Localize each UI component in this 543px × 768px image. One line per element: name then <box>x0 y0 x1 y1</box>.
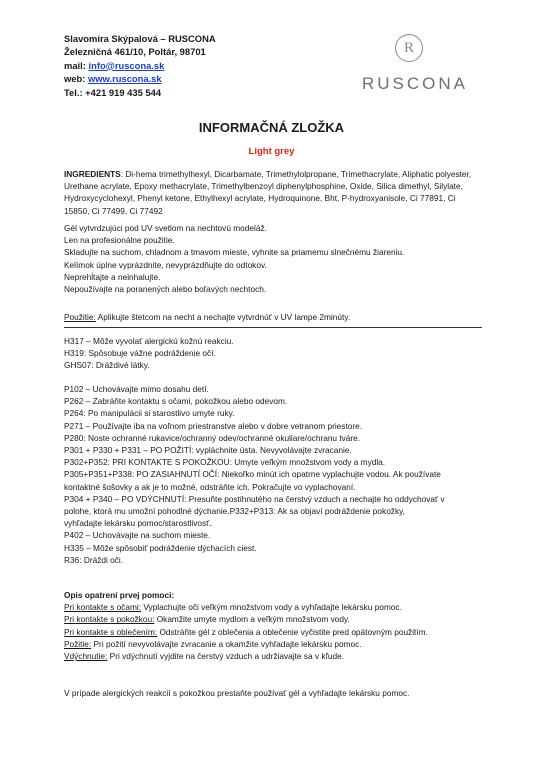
hazard-item: H317 – Môže vyvolať alergickú kožnú reakciu. <box>64 336 234 346</box>
hazard-statements <box>64 335 482 372</box>
ruscona-logo <box>362 30 469 100</box>
logo-monogram: R <box>403 40 414 56</box>
first-aid-label: Pri kontakte s pokožkou: <box>64 614 155 625</box>
application-label: Použitie: <box>64 312 96 322</box>
precaution-item: P302+P352: PRI KONTAKTE S POKOŽKOU: Umyte veľkým množstvom vody a mydla. <box>64 457 386 468</box>
web-label: web: <box>64 73 88 85</box>
precaution-item: polohe, ktorá mu umožní pohodlné dýchanie.P332+P313: Ak sa objaví podráždenie pokožky, <box>64 506 405 517</box>
usage-note: Nepoužívajte na poranených alebo boľavých nechtoch. <box>64 284 267 295</box>
precaution-item: P280: Noste ochranné rukavice/ochranný odev/ochranné okuliare/ochranu tváre. <box>64 432 361 443</box>
precaution-item: kontaktné šošovky a ak je to možné, odstráňte ich. Pokračujte vo vyplachovaní. <box>64 481 356 492</box>
logo-wordmark: RUSCONA <box>362 74 469 93</box>
precautionary-statements <box>64 383 482 566</box>
usage-note: Gél vytvrdzujúci pod UV svetlom na nechtovú modeláž. <box>64 223 267 233</box>
first-aid-text: Odstráňte gél z oblečenia a oblečenie vyčistite pred opätovným použitím. <box>157 626 428 637</box>
first-aid-item <box>64 638 482 650</box>
first-aid-text: Vyplachujte oči veľkým množstvom vody a vyhľadajte lekársku pomoc. <box>141 602 402 613</box>
product-shade: Light grey <box>248 146 295 157</box>
first-aid-label: Pri kontakte s oblečením: <box>64 626 158 637</box>
hazard-item: H319: Spôsobuje vážne podráždenie očí. <box>64 348 216 359</box>
first-aid-text: Okamžite umyte mydlom a veľkým množstvom vody. <box>154 614 350 625</box>
first-aid-item <box>64 626 482 638</box>
ingredients-paragraph <box>64 168 482 217</box>
mail-label: mail: <box>64 59 89 71</box>
company-header <box>64 32 216 99</box>
section-divider <box>64 327 482 328</box>
precaution-item: P102 – Uchovávajte mimo dosahu detí. <box>64 384 209 394</box>
precaution-item: H335 – Môže spôsobiť podráždenie dýchacích ciest. <box>64 542 257 553</box>
precaution-item: P262 – Zabráňte kontaktu s očami, pokožkou alebo odevom. <box>64 396 288 407</box>
precaution-item: P304 + P340 – PO VDÝCHNUTÍ: Presuňte postihnutého na čerstvý vzduch a nechajte ho oddychovať v <box>64 493 445 504</box>
usage-note: Skladujte na suchom, chladnom a tmavom mieste, vyhnite sa priamemu slnečnému žiareniu. <box>64 247 405 258</box>
web-link[interactable]: www.ruscona.sk <box>87 73 162 85</box>
first-aid-item <box>64 601 482 613</box>
first-aid-item <box>64 613 482 625</box>
mail-link[interactable]: info@ruscona.sk <box>88 59 165 71</box>
first-aid-text: Pri požití nevyvolávajte zvracanie a okamžite vyhľadajte lekársku pomoc. <box>91 638 362 649</box>
company-name: Slavomíra Skýpalová – RUSCONA <box>64 33 216 44</box>
phone-line: Tel.: +421 919 435 544 <box>64 86 162 98</box>
logo-monogram-icon <box>395 34 423 62</box>
allergy-note-text: V prípade alergických reakcií s pokožkou prestaňte používať gél a vyhľadajte lekársku pomoc. <box>64 688 410 698</box>
first-aid-text: Pri vdýchnutí vyjdite na čerstvý vzduch a udržiavajte sa v kľude. <box>107 651 345 662</box>
first-aid-heading: Opis opatrení prvej pomoci: <box>64 590 175 600</box>
allergy-note <box>64 687 482 699</box>
web-line <box>64 72 216 85</box>
ingredients-text: : Di-hema trimethylhexyl, Dicarbamate, Trimethylolpropane, Trimethacrylate, Aliphatic polyester, Urethane acrylate, Epoxy methacrylate, Trimethylbenzoyl diphenylphosphine, Oxide, Silica dimethyl, Silylate, Hydroxycyclohexyl, Phenyl ketone, Ethylhexyl acrylate, Hydroquinone, Bht, P-hydroxyanisole, Ci 77891, Ci 15850, Ci 77499, Ci 77492 <box>64 169 472 216</box>
mail-line <box>64 59 216 72</box>
precaution-item: P264: Po manipulácii si starostlivo umyte ruky. <box>64 408 235 419</box>
application-line <box>64 311 482 323</box>
ingredients-label: INGREDIENTS <box>64 169 121 179</box>
precaution-item: P402 – Uchovávajte na suchom mieste. <box>64 530 211 541</box>
hazard-item: GHS07: Dráždivé látky. <box>64 360 150 371</box>
first-aid-item <box>64 650 482 662</box>
first-aid-label: Vdýchnutie: <box>64 651 108 662</box>
usage-note: Len na profesionálne použitie. <box>64 235 175 246</box>
document-title: INFORMAČNÁ ZLOŽKA <box>198 120 345 135</box>
precaution-item: P305+P351+P338: PO ZASIAHNUTÍ OČÍ: Niekoľko minút ich opatrne vyplachujte vodou. Ak používate <box>64 469 441 480</box>
first-aid-section <box>64 589 482 662</box>
precaution-item: P301 + P330 + P331 – PO POŽITÍ: vypláchnite ústa. Nevyvolávajte zvracanie. <box>64 445 352 456</box>
usage-note: Kelímok úplne vyprázdnite, nevyprázdňujte do odtokov. <box>64 259 267 270</box>
precaution-item: vyhľadajte lekársku pomoc/starostlivosť. <box>64 518 212 529</box>
precaution-item: R36: Dráždi oči. <box>64 554 124 565</box>
usage-notes <box>64 222 482 295</box>
usage-note: Neprehĺtajte a neinhalujte. <box>64 271 161 282</box>
company-address: Železničná 461/10, Poltár, 98701 <box>64 46 206 58</box>
precaution-item: P271 – Používajte iba na voľnom priestranstve alebo v dobre vetranom priestore. <box>64 420 363 431</box>
first-aid-label: Pri kontakte s očami: <box>64 602 142 613</box>
first-aid-label: Požitie: <box>64 638 92 649</box>
application-text: Aplikujte štetcom na necht a nechajte vytvrdnúť v UV lampe 2minúty. <box>95 312 351 322</box>
